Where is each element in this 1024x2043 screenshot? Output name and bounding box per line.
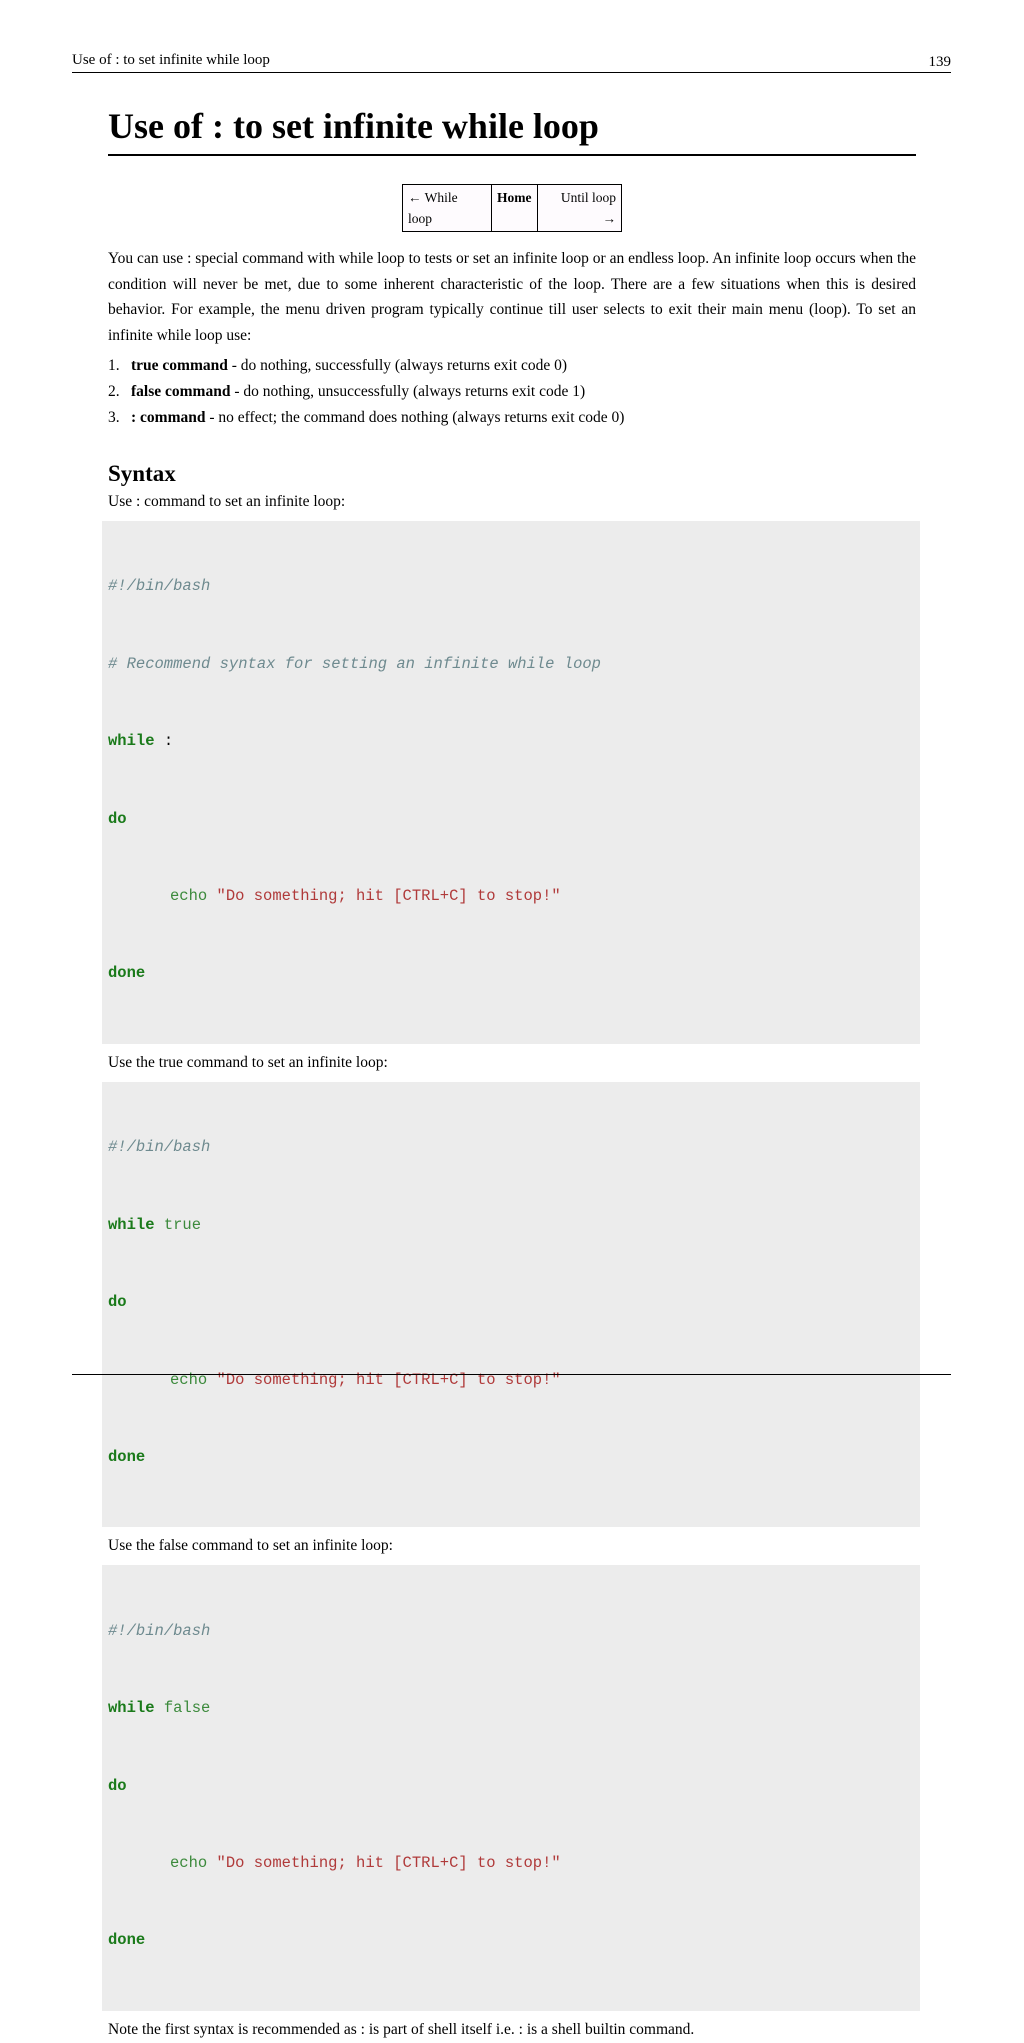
code-block: #!/bin/bash # Recommend syntax for setting an infinite while loop while : do echo "Do something; hit [CTRL+C] to stop!" done [102, 521, 920, 1044]
page-content [108, 100, 916, 2043]
code-block: #!/bin/bash while true do echo "Do something; hit [CTRL+C] to stop!" done [102, 1082, 920, 1528]
syntax-heading: Syntax [108, 460, 176, 486]
intro-paragraph: You can use : special command with while loop to tests or set an infinite loop or an endless loop. An infinite loop occurs when the condition will never be met, due to some inherent characteristic of the loop. There are a few situations when this is desired behavior. For example, the menu driven program typically continue till user selects to exit their main menu (loop). To set an infinite while loop use: [108, 250, 916, 345]
footer-divider [72, 1374, 951, 1375]
running-header-title: Use of : to set infinite while loop [72, 52, 270, 68]
page-number: 139 [928, 54, 951, 70]
command-list [108, 353, 916, 431]
code-block: #!/bin/bash while false do echo "Do something; hit [CTRL+C] to stop!" done [102, 1565, 920, 2011]
list-item: 1. true command - do nothing, successfully (always returns exit code 0) [108, 356, 568, 374]
nav-prev-link[interactable] [403, 185, 492, 232]
list-item: 2. false command - do nothing, unsuccessfully (always returns exit code 1) [108, 382, 586, 400]
arrow-right-icon: → [602, 211, 616, 226]
nav-next-label: Until loop [560, 190, 616, 205]
note-paragraph: Note the first syntax is recommended as : is part of shell itself i.e. : is a shell builtin command. [108, 2020, 695, 2038]
list-item: 3. : command - no effect; the command does nothing (always returns exit code 0) [108, 408, 625, 426]
nav-home-link[interactable]: Home [492, 185, 538, 232]
example-caption: Use : command to set an infinite loop: [108, 492, 346, 510]
page-title: Use of : to set infinite while loop [108, 100, 916, 156]
example-caption: Use the true command to set an infinite loop: [108, 1053, 388, 1071]
navigation-box [402, 184, 622, 232]
nav-prev-line2: loop [408, 211, 433, 226]
running-header [72, 50, 951, 73]
example-caption: Use the false command to set an infinite loop: [108, 1537, 393, 1555]
nav-prev-line1: ← While [408, 190, 458, 205]
nav-next-link[interactable] [538, 185, 622, 232]
